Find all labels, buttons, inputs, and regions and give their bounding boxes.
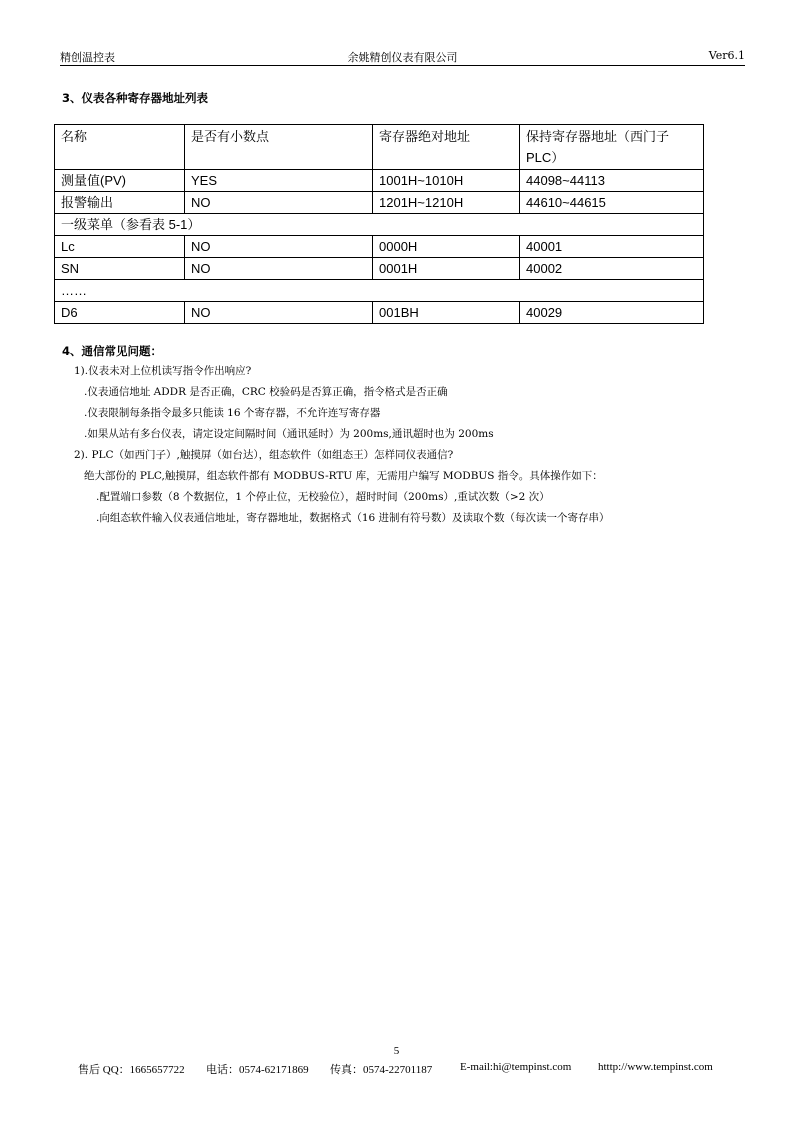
table-cell: NO xyxy=(185,192,373,214)
header-cell: 寄存器绝对地址 xyxy=(373,125,520,170)
header-company: 余姚精创仪表有限公司 xyxy=(347,51,458,64)
footer-website[interactable]: htttp://www.tempinst.com xyxy=(598,1061,713,1073)
table-cell: 测量值(PV) xyxy=(55,170,185,192)
faq-question-1: 1).仪表未对上位机读写指令作出响应? xyxy=(74,365,252,377)
faq-answer-line: .向组态软件输入仪表通信地址，寄存器地址，数据格式（16 进制有符号数）及读取个数（每次读一个寄存串） xyxy=(96,512,610,524)
footer-qq: 售后 QQ：1665657722 xyxy=(78,1064,185,1076)
section4-title: 4、通信常见问题： xyxy=(62,344,163,358)
table-cell: Lc xyxy=(55,236,185,258)
table-row xyxy=(55,258,704,280)
footer-email[interactable]: E-mail:hi@tempinst.com xyxy=(460,1061,572,1073)
table-cell: 001BH xyxy=(373,302,520,324)
table-cell: 1201H~1210H xyxy=(373,192,520,214)
table-cell: NO xyxy=(185,258,373,280)
table-row xyxy=(55,192,704,214)
faq-question-2: 2). PLC（如西门子）,触摸屏（如台达），组态软件（如组态王）怎样同仪表通信? xyxy=(74,449,454,461)
table-cell: NO xyxy=(185,302,373,324)
header-product: 精创温控表 xyxy=(60,51,115,64)
table-cell: NO xyxy=(185,236,373,258)
table-cell: 44098~44113 xyxy=(520,170,704,192)
section3-title: 3、仪表各种寄存器地址列表 xyxy=(62,91,209,105)
faq-answer-line: .仪表限制每条指令最多只能读 16 个寄存器，不允许连写寄存器 xyxy=(84,407,381,419)
faq-answer-line: .如果从站有多台仪表，请定设定间隔时间（通讯延时）为 200ms,通讯超时也为 200ms xyxy=(84,428,494,440)
header-cell: 名称 xyxy=(55,125,185,170)
table-ellipsis-cell: …… xyxy=(55,280,704,302)
table-cell: 0001H xyxy=(373,258,520,280)
footer-fax: 传真：0574-22701187 xyxy=(330,1064,433,1076)
table-cell: D6 xyxy=(55,302,185,324)
table-cell: 40001 xyxy=(520,236,704,258)
register-table xyxy=(54,124,704,324)
table-row xyxy=(55,236,704,258)
table-row xyxy=(55,302,704,324)
page-number: 5 xyxy=(393,1045,400,1057)
header-cell: 是否有小数点 xyxy=(185,125,373,170)
table-cell: 0000H xyxy=(373,236,520,258)
table-cell: 40029 xyxy=(520,302,704,324)
table-cell: 40002 xyxy=(520,258,704,280)
page-header xyxy=(60,47,745,66)
faq-answer-line: .仪表通信地址 ADDR 是否正确，CRC 校验码是否算正确，指令格式是否正确 xyxy=(84,386,448,398)
table-cell: 报警输出 xyxy=(55,192,185,214)
table-span-row xyxy=(55,214,704,236)
table-row xyxy=(55,170,704,192)
header-cell: 保持寄存器地址（西门子PLC） xyxy=(520,125,704,170)
table-cell: 44610~44615 xyxy=(520,192,704,214)
table-cell: 1001H~1010H xyxy=(373,170,520,192)
table-header-row xyxy=(55,125,704,170)
table-span-row xyxy=(55,280,704,302)
table-cell: SN xyxy=(55,258,185,280)
table-cell: YES xyxy=(185,170,373,192)
faq-answer-line: .配置端口参数（8 个数据位，1 个停止位，无校验位），超时时间（200ms）,重试次数（>2 次） xyxy=(96,491,550,503)
table-span-cell: 一级菜单（参看表 5-1） xyxy=(55,214,704,236)
footer-phone: 电话：0574-62171869 xyxy=(206,1064,309,1076)
faq-answer-line: 绝大部份的 PLC,触摸屏，组态软件都有 MODBUS-RTU 库，无需用户编写 MODBUS 指令。具体操作如下： xyxy=(84,470,603,482)
header-version: Ver6.1 xyxy=(708,49,745,62)
